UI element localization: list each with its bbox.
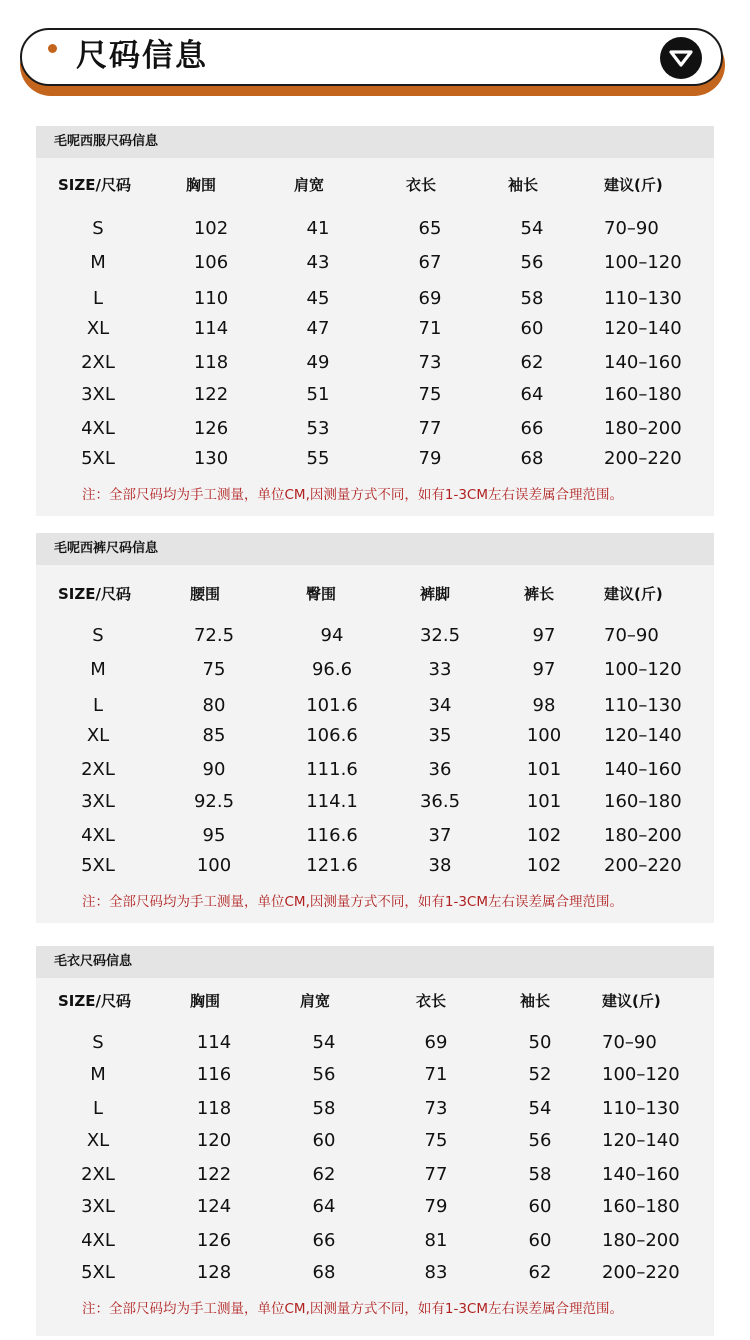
table-cell: 160–180 (604, 384, 682, 405)
table-cell: 75 (424, 1130, 448, 1151)
table-cell: 118 (193, 352, 229, 373)
size-label: 5XL (81, 855, 115, 876)
table-cell: 50 (528, 1032, 552, 1053)
table-cell: 140–160 (602, 1164, 680, 1185)
table-cell: 116.6 (306, 825, 358, 846)
table-cell: 71 (418, 318, 442, 339)
table-cell: 121.6 (306, 855, 358, 876)
column-header: 建议(斤) (604, 585, 663, 603)
table-cell: 111.6 (306, 759, 358, 780)
column-header: 裤脚 (420, 585, 451, 603)
table-cell: 55 (306, 448, 330, 469)
table-cell: 110–130 (604, 695, 682, 716)
table-cell: 33 (428, 659, 452, 680)
column-header: 衣长 (416, 992, 447, 1010)
column-header: 腰围 (190, 585, 221, 603)
measurement-note: 注：全部尺码均为手工测量，单位CM,因测量方式不同，如有1-3CM左右误差属合理范围。 (82, 1301, 623, 1317)
chevron-down-icon[interactable] (660, 37, 702, 79)
table-cell: 53 (306, 418, 330, 439)
table-cell: 69 (418, 288, 442, 309)
section-title: 毛衣尺码信息 (54, 954, 133, 969)
column-header: 胸围 (190, 992, 221, 1010)
table-cell: 62 (528, 1262, 552, 1283)
table-cell: 94 (320, 625, 344, 646)
table-cell: 126 (193, 418, 229, 439)
size-label: S (92, 625, 104, 646)
size-section-sweater (36, 946, 714, 1336)
table-cell: 102 (193, 218, 229, 239)
table-cell: 60 (528, 1196, 552, 1217)
table-cell: 64 (312, 1196, 336, 1217)
size-label: L (92, 1098, 104, 1119)
table-cell: 180–200 (604, 418, 682, 439)
table-cell: 80 (202, 695, 226, 716)
table-cell: 124 (196, 1196, 232, 1217)
table-cell: 114.1 (306, 791, 358, 812)
table-cell: 83 (424, 1262, 448, 1283)
column-header: 衣长 (406, 176, 437, 194)
column-header: 胸围 (186, 176, 217, 194)
table-cell: 120–140 (604, 318, 682, 339)
page-title: 尺码信息 (76, 38, 208, 74)
section-title: 毛呢西服尺码信息 (54, 134, 159, 149)
size-label: XL (86, 725, 110, 746)
table-cell: 160–180 (604, 791, 682, 812)
table-cell: 130 (193, 448, 229, 469)
column-header: SIZE/尺码 (58, 585, 131, 603)
table-cell: 52 (528, 1064, 552, 1085)
column-header: 袖长 (520, 992, 551, 1010)
size-label: 2XL (81, 352, 115, 373)
table-cell: 200–220 (602, 1262, 680, 1283)
table-cell: 114 (196, 1032, 232, 1053)
table-cell: 73 (424, 1098, 448, 1119)
table-cell: 128 (196, 1262, 232, 1283)
table-cell: 54 (312, 1032, 336, 1053)
table-cell: 72.5 (193, 625, 235, 646)
table-cell: 180–200 (604, 825, 682, 846)
table-cell: 71 (424, 1064, 448, 1085)
table-cell: 102 (526, 825, 562, 846)
table-cell: 122 (196, 1164, 232, 1185)
size-label: 5XL (81, 448, 115, 469)
size-label: M (90, 659, 106, 680)
table-cell: 45 (306, 288, 330, 309)
table-cell: 62 (520, 352, 544, 373)
table-cell: 54 (520, 218, 544, 239)
size-label: M (90, 1064, 106, 1085)
table-cell: 49 (306, 352, 330, 373)
section-title-bar (36, 946, 714, 978)
column-header: 建议(斤) (604, 176, 663, 194)
table-cell: 101 (526, 759, 562, 780)
table-cell: 140–160 (604, 759, 682, 780)
table-cell: 64 (520, 384, 544, 405)
table-cell: 97 (532, 659, 556, 680)
table-cell: 200–220 (604, 448, 682, 469)
table-cell: 118 (196, 1098, 232, 1119)
table-cell: 110–130 (604, 288, 682, 309)
size-label: 3XL (81, 1196, 115, 1217)
column-header: SIZE/尺码 (58, 992, 131, 1010)
size-label: S (92, 1032, 104, 1053)
measurement-note: 注：全部尺码均为手工测量，单位CM,因测量方式不同，如有1-3CM左右误差属合理范围。 (82, 894, 623, 910)
table-cell: 43 (306, 252, 330, 273)
table-cell: 38 (428, 855, 452, 876)
table-cell: 58 (312, 1098, 336, 1119)
table-cell: 106 (193, 252, 229, 273)
table-cell: 96.6 (311, 659, 353, 680)
table-cell: 34 (428, 695, 452, 716)
table-cell: 81 (424, 1230, 448, 1251)
table-cell: 110 (193, 288, 229, 309)
size-label: 4XL (81, 1230, 115, 1251)
table-cell: 110–130 (602, 1098, 680, 1119)
table-cell: 41 (306, 218, 330, 239)
table-cell: 126 (196, 1230, 232, 1251)
table-cell: 160–180 (602, 1196, 680, 1217)
column-header: 裤长 (524, 585, 555, 603)
size-section-suit (36, 126, 714, 516)
table-cell: 85 (202, 725, 226, 746)
table-cell: 101.6 (306, 695, 358, 716)
table-cell: 51 (306, 384, 330, 405)
table-cell: 180–200 (602, 1230, 680, 1251)
table-cell: 54 (528, 1098, 552, 1119)
size-label: 2XL (81, 759, 115, 780)
table-cell: 58 (520, 288, 544, 309)
column-header: SIZE/尺码 (58, 176, 131, 194)
table-cell: 79 (424, 1196, 448, 1217)
table-cell: 100 (526, 725, 562, 746)
header-accent-dot (48, 44, 57, 53)
size-label: XL (86, 1130, 110, 1151)
table-cell: 100–120 (604, 659, 682, 680)
size-label: 3XL (81, 384, 115, 405)
table-cell: 60 (312, 1130, 336, 1151)
table-cell: 37 (428, 825, 452, 846)
table-cell: 98 (532, 695, 556, 716)
table-cell: 60 (520, 318, 544, 339)
table-cell: 62 (312, 1164, 336, 1185)
table-cell: 32.5 (419, 625, 461, 646)
size-label: L (92, 288, 104, 309)
table-cell: 60 (528, 1230, 552, 1251)
table-cell: 106.6 (306, 725, 358, 746)
size-label: 2XL (81, 1164, 115, 1185)
table-cell: 65 (418, 218, 442, 239)
table-cell: 75 (202, 659, 226, 680)
table-cell: 122 (193, 384, 229, 405)
table-cell: 120 (196, 1130, 232, 1151)
column-header: 袖长 (508, 176, 539, 194)
table-cell: 79 (418, 448, 442, 469)
table-cell: 68 (312, 1262, 336, 1283)
size-label: 4XL (81, 418, 115, 439)
table-cell: 77 (424, 1164, 448, 1185)
table-cell: 70–90 (604, 218, 659, 239)
size-label: S (92, 218, 104, 239)
table-cell: 120–140 (604, 725, 682, 746)
table-cell: 56 (312, 1064, 336, 1085)
table-cell: 56 (528, 1130, 552, 1151)
table-cell: 70–90 (602, 1032, 657, 1053)
table-cell: 68 (520, 448, 544, 469)
table-cell: 200–220 (604, 855, 682, 876)
size-label: L (92, 695, 104, 716)
table-cell: 116 (196, 1064, 232, 1085)
table-cell: 73 (418, 352, 442, 373)
table-cell: 66 (520, 418, 544, 439)
table-cell: 67 (418, 252, 442, 273)
table-cell: 97 (532, 625, 556, 646)
table-cell: 36.5 (419, 791, 461, 812)
table-cell: 58 (528, 1164, 552, 1185)
table-cell: 90 (202, 759, 226, 780)
column-header: 肩宽 (300, 992, 331, 1010)
size-section-trousers (36, 533, 714, 923)
table-cell: 102 (526, 855, 562, 876)
table-cell: 140–160 (604, 352, 682, 373)
table-cell: 92.5 (193, 791, 235, 812)
table-cell: 95 (202, 825, 226, 846)
table-cell: 56 (520, 252, 544, 273)
table-cell: 36 (428, 759, 452, 780)
column-header: 臀围 (306, 585, 337, 603)
table-cell: 100 (196, 855, 232, 876)
table-cell: 70–90 (604, 625, 659, 646)
section-title: 毛呢西裤尺码信息 (54, 541, 159, 556)
size-label: M (90, 252, 106, 273)
size-label: 3XL (81, 791, 115, 812)
table-cell: 101 (526, 791, 562, 812)
size-label: XL (86, 318, 110, 339)
column-header: 建议(斤) (602, 992, 661, 1010)
size-label: 5XL (81, 1262, 115, 1283)
table-cell: 35 (428, 725, 452, 746)
table-cell: 75 (418, 384, 442, 405)
table-cell: 100–120 (604, 252, 682, 273)
size-label: 4XL (81, 825, 115, 846)
table-cell: 66 (312, 1230, 336, 1251)
table-cell: 120–140 (602, 1130, 680, 1151)
measurement-note: 注：全部尺码均为手工测量，单位CM,因测量方式不同，如有1-3CM左右误差属合理范围。 (82, 487, 623, 503)
table-cell: 100–120 (602, 1064, 680, 1085)
table-cell: 69 (424, 1032, 448, 1053)
table-cell: 77 (418, 418, 442, 439)
table-cell: 47 (306, 318, 330, 339)
table-cell: 114 (193, 318, 229, 339)
column-header: 肩宽 (294, 176, 325, 194)
